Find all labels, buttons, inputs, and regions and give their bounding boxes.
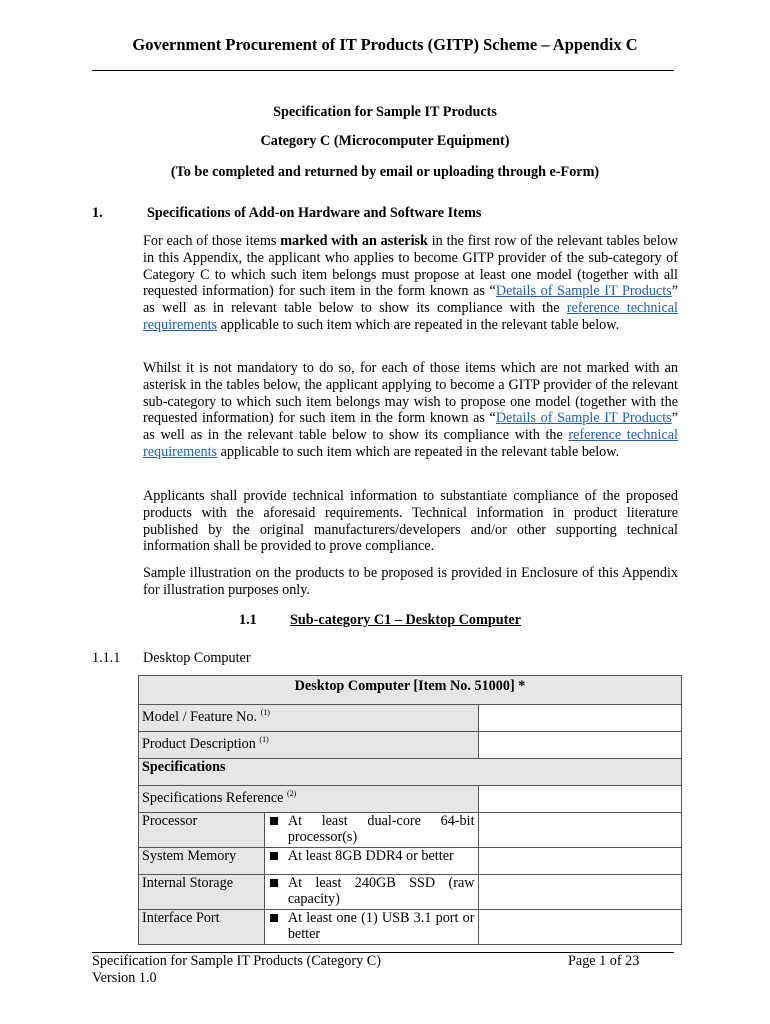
paragraph-1	[143, 233, 678, 334]
page-header-title: Government Procurement of IT Products (GITP) Scheme – Appendix C	[132, 35, 638, 54]
spec-row-input[interactable]	[478, 875, 681, 910]
footer-left	[92, 953, 381, 987]
model-label-cell	[139, 705, 479, 732]
spec-row-input[interactable]	[478, 813, 681, 848]
section-title: Specifications of Add-on Hardware and Software Items	[147, 205, 482, 221]
reference-requirements-link[interactable]: reference technical requirements	[143, 427, 678, 460]
paragraph-4: Sample illustration on the products to be proposed is provided in Enclosure of this Appendix for illustration purposes only.	[143, 565, 678, 598]
model-note: (1)	[260, 708, 270, 717]
bullet-square-icon	[270, 879, 278, 887]
product-note: (1)	[259, 735, 269, 744]
spec-ref-note: (2)	[286, 789, 297, 798]
bullet-square-icon	[270, 817, 278, 825]
spec-row-label: Internal Storage	[139, 875, 265, 910]
requirement-text: At least 240GB SSD (raw capacity)	[287, 875, 475, 908]
spec-ref-label-cell	[139, 786, 479, 813]
requirement-text: At least one (1) USB 3.1 port or better	[287, 910, 475, 943]
requirement-text: At least dual-core 64-bit processor(s)	[287, 813, 475, 846]
product-input-cell[interactable]	[478, 732, 681, 759]
spec-row-requirement	[264, 813, 478, 848]
spec-row-requirement	[264, 848, 478, 875]
paragraph-3: Applicants shall provide technical information to substantiate compliance of the proposed products with the aforesaid requirements. Technical information in product literature published by the original manufacturers/developers and/or other supporting technical information shall be provided to prove compliance.	[143, 488, 678, 555]
requirement-text: At least 8GB DDR4 or better	[287, 848, 454, 864]
reference-requirements-link[interactable]: reference technical requirements	[143, 300, 678, 333]
para1-text-d: applicable to such item which are repeated in the relevant table below.	[217, 316, 620, 333]
bullet-square-icon	[270, 852, 278, 860]
details-link[interactable]: Details of Sample IT Products	[495, 410, 672, 427]
spec-row-label: System Memory	[139, 848, 265, 875]
para1-text-b: in the first row of the relevant tables below in this Appendix, the applicant who applies to become GITP provider of the sub-category of Category C to which such item belongs must propose at least one model (together with all requested information) for such item in the form known as “	[143, 233, 678, 300]
item-number: 1.1.1	[92, 650, 121, 666]
section-number: 1.	[92, 205, 103, 221]
subsection-title: Sub-category C1 – Desktop Computer	[290, 612, 521, 628]
spec-row-input[interactable]	[478, 910, 681, 945]
specification-table	[138, 675, 682, 945]
para1-bold: marked with an asterisk	[280, 233, 428, 249]
para1-text-a: For each of those items	[143, 233, 281, 249]
details-link[interactable]: Details of Sample IT Products	[495, 283, 672, 300]
spec-row-requirement	[264, 910, 478, 945]
spec-row-input[interactable]	[478, 848, 681, 875]
intro-category: Category C (Microcomputer Equipment)	[260, 133, 510, 149]
spec-row-requirement	[264, 875, 478, 910]
model-input-cell[interactable]	[478, 705, 681, 732]
item-title: Desktop Computer	[143, 650, 251, 666]
model-label: Model / Feature No.	[142, 709, 258, 725]
spec-ref-input-cell[interactable]	[478, 786, 681, 813]
intro-instruction: (To be completed and returned by email or uploading through e-Form)	[170, 164, 600, 180]
paragraph-2	[143, 360, 678, 461]
table-header: Desktop Computer [Item No. 51000] *	[139, 676, 682, 705]
footer-version: Version 1.0	[92, 970, 157, 986]
spec-row-label: Interface Port	[139, 910, 265, 945]
para1-text-c: ” as well as in relevant table below to show its compliance with the	[143, 283, 678, 317]
spec-ref-label: Specifications Reference	[142, 790, 284, 806]
para2-text-c: applicable to such item which are repeated in the relevant table below.	[217, 443, 620, 460]
spec-row-label: Processor	[139, 813, 265, 848]
bullet-square-icon	[270, 914, 278, 922]
para2-text-b: ” as well as in the relevant table below to show its compliance with the	[143, 410, 678, 444]
product-label-cell	[139, 732, 479, 759]
product-label: Product Description	[142, 736, 256, 752]
specifications-heading: Specifications	[139, 759, 682, 786]
header-divider	[92, 70, 674, 71]
page-number: Page 1 of 23	[568, 953, 640, 969]
subsection-number: 1.1	[239, 612, 257, 628]
intro-title: Specification for Sample IT Products	[273, 104, 497, 120]
para2-text-a: Whilst it is not mandatory to do so, for each of those items which are not marked with an asterisk in the tables below, the applicant applying to become a GITP provider of the relevant sub-category to which such item belongs may wish to propose one model (together with the requested information) for such item in the form known as “	[143, 360, 678, 427]
footer-doc-title: Specification for Sample IT Products (Category C)	[92, 953, 381, 969]
